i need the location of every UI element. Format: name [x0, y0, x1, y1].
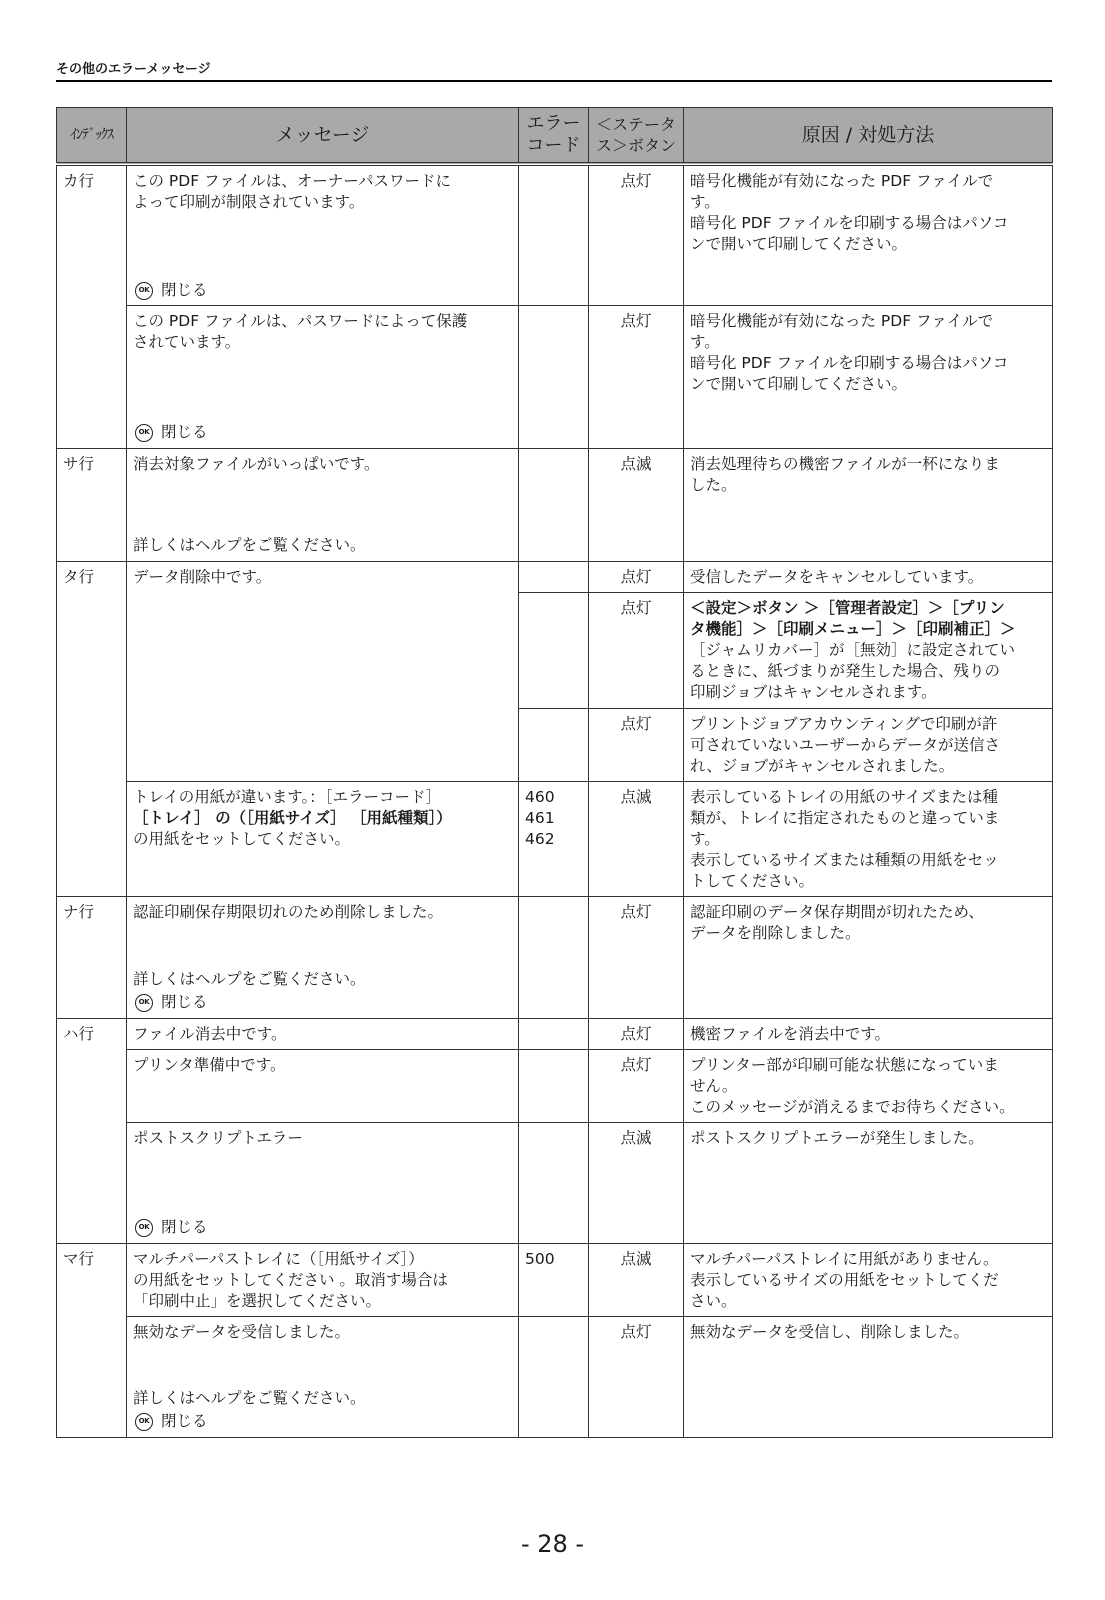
status-cell: 点滅 — [589, 782, 684, 897]
message-line: プリンタ準備中です。 — [133, 1056, 286, 1074]
cause-line: 表示しているトレイの用紙のサイズまたは種 — [690, 788, 998, 806]
close-label: 閉じる — [161, 281, 208, 299]
code-cell — [519, 562, 589, 593]
message-cell — [127, 1244, 519, 1317]
table-row — [57, 562, 1053, 593]
index-cell: タ行 — [57, 562, 127, 897]
header-index: ｲﾝﾃﾞｯｸｽ — [57, 108, 127, 165]
table-header-row — [57, 108, 1053, 165]
code-cell — [519, 449, 589, 562]
header-error-code — [519, 108, 589, 165]
cause-line: ンで開いて印刷してください。 — [690, 375, 908, 393]
status-cell: 点灯 — [589, 1050, 684, 1123]
cause-line: 受信したデータをキャンセルしています。 — [690, 568, 984, 586]
cause-line: ンで開いて印刷してください。 — [690, 235, 908, 253]
message-cell — [127, 306, 519, 449]
status-cell: 点滅 — [589, 449, 684, 562]
cause-line: 無効なデータを受信し、削除しました。 — [690, 1323, 970, 1341]
status-cell: 点灯 — [589, 1019, 684, 1050]
table-row — [57, 782, 1053, 897]
message-line: ポストスクリプトエラー — [133, 1129, 303, 1147]
message-line: されています。 — [133, 333, 241, 351]
cause-line: せん。 — [690, 1077, 738, 1095]
close-action — [133, 280, 512, 301]
cause-line: した。 — [690, 476, 737, 494]
table-row — [57, 449, 1053, 562]
message-line: よって印刷が制限されています。 — [133, 193, 365, 211]
message-cell — [127, 562, 519, 782]
close-action — [133, 1411, 512, 1432]
cause-cell — [684, 449, 1053, 562]
code-cell — [519, 1244, 589, 1317]
cause-line: す。 — [690, 333, 720, 351]
cause-line: 類が、トレイに指定されたものと違っていま — [690, 809, 1000, 827]
close-action — [133, 422, 512, 443]
ok-icon: OK — [135, 282, 153, 300]
message-line: 認証印刷保存期限切れのため削除しました。 — [133, 903, 444, 921]
status-cell: 点灯 — [589, 897, 684, 1019]
cause-cell — [684, 306, 1053, 449]
message-line: トレイの用紙が違います。：［エラーコード］ — [133, 788, 441, 806]
message-line: の用紙をセットしてください 。取消す場合は — [133, 1271, 448, 1289]
error-message-table — [56, 107, 1053, 1438]
message-line: 消去対象ファイルがいっぱいです。 — [133, 455, 380, 473]
cause-line: す。 — [690, 193, 720, 211]
status-cell: 点灯 — [589, 709, 684, 782]
table-row — [57, 1317, 1053, 1438]
message-line: ファイル消去中です。 — [133, 1025, 287, 1043]
close-label: 閉じる — [161, 1218, 208, 1236]
code-cell — [519, 1123, 589, 1244]
cause-line: 認証印刷のデータ保存期間が切れたため、 — [690, 903, 984, 921]
header-status-line: ＜ステータ — [596, 115, 676, 134]
cause-cell — [684, 782, 1053, 897]
help-note: 詳しくはヘルプをご覧ください。 — [133, 536, 366, 554]
header-error-code-line: エラー — [526, 113, 581, 134]
table-row — [57, 1050, 1053, 1123]
running-head: その他のエラーメッセージ — [56, 62, 211, 77]
message-cell — [127, 164, 519, 306]
cause-cell — [684, 1050, 1053, 1123]
message-cell — [127, 1317, 519, 1438]
header-status-button — [589, 108, 684, 165]
close-action — [133, 1217, 512, 1238]
table-row — [57, 897, 1053, 1019]
index-cell: カ行 — [57, 164, 127, 449]
cause-line: れ、ジョブがキャンセルされました。 — [690, 757, 955, 775]
index-cell: ナ行 — [57, 897, 127, 1019]
message-cell — [127, 1019, 519, 1050]
header-cause: 原因 / 対処方法 — [684, 108, 1053, 165]
cause-cell — [684, 1317, 1053, 1438]
cause-line: す。 — [690, 830, 720, 848]
cause-cell — [684, 593, 1053, 709]
cause-line: ポストスクリプトエラーが発生しました。 — [690, 1129, 984, 1147]
cause-line: 機密ファイルを消去中です。 — [690, 1025, 890, 1043]
code-cell — [519, 164, 589, 306]
error-code: 461 — [525, 809, 555, 827]
error-code: 462 — [525, 830, 555, 848]
cause-line: 消去処理待ちの機密ファイルが一杯になりま — [690, 455, 1000, 473]
close-label: 閉じる — [161, 423, 208, 441]
index-cell: ハ行 — [57, 1019, 127, 1244]
status-cell: 点灯 — [589, 164, 684, 306]
cause-line: ［ジャムリカバー］が［無効］に設定されてい — [690, 641, 1016, 659]
cause-cell — [684, 897, 1053, 1019]
header-status-line: ス＞ボタン — [595, 136, 676, 155]
status-cell: 点灯 — [589, 306, 684, 449]
status-cell: 点灯 — [589, 593, 684, 709]
cause-line: マルチパーパストレイに用紙がありません。 — [690, 1250, 999, 1268]
code-cell — [519, 306, 589, 449]
code-cell — [519, 709, 589, 782]
cause-cell — [684, 1123, 1053, 1244]
message-cell — [127, 897, 519, 1019]
cause-line: るときに、紙づまりが発生した場合、残りの — [690, 662, 1001, 680]
code-cell — [519, 593, 589, 709]
help-note: 詳しくはヘルプをご覧ください。 — [133, 1389, 366, 1407]
cause-cell — [684, 1244, 1053, 1317]
cause-line: 暗号化機能が有効になった PDF ファイルで — [690, 172, 994, 190]
cause-line: トしてください。 — [690, 872, 815, 890]
status-cell: 点灯 — [589, 1317, 684, 1438]
message-line: マルチパーパストレイに（［用紙サイズ］） — [133, 1250, 424, 1268]
cause-line: 暗号化 PDF ファイルを印刷する場合はパソコ — [690, 214, 1009, 232]
ok-icon: OK — [135, 1413, 153, 1431]
code-cell — [519, 1050, 589, 1123]
message-line: この PDF ファイルは、パスワードによって保護 — [133, 312, 468, 330]
cause-cell — [684, 709, 1053, 782]
header-rule — [56, 80, 1052, 82]
table-row — [57, 164, 1053, 306]
index-cell: サ行 — [57, 449, 127, 562]
message-line: 無効なデータを受信しました。 — [133, 1323, 351, 1341]
cause-cell — [684, 562, 1053, 593]
cause-line: プリンター部が印刷可能な状態になっていま — [690, 1056, 999, 1074]
cause-line: さい。 — [690, 1292, 737, 1310]
cause-line: このメッセージが消えるまでお待ちください。 — [690, 1098, 1015, 1116]
error-code: 500 — [525, 1250, 555, 1268]
message-cell — [127, 1123, 519, 1244]
close-label: 閉じる — [161, 993, 208, 1011]
error-code: 460 — [525, 788, 555, 806]
code-cell — [519, 897, 589, 1019]
header-error-code-line: コード — [526, 135, 581, 156]
table-row — [57, 1123, 1053, 1244]
cause-line: データを削除しました。 — [690, 924, 861, 942]
cause-line: 暗号化機能が有効になった PDF ファイルで — [690, 312, 994, 330]
status-cell: 点滅 — [589, 1244, 684, 1317]
table-row — [57, 306, 1053, 449]
cause-line: 暗号化 PDF ファイルを印刷する場合はパソコ — [690, 354, 1009, 372]
message-cell — [127, 782, 519, 897]
cause-line: ＜設定＞ボタン ＞［管理者設定］＞［プリン — [690, 599, 1005, 617]
message-cell — [127, 1050, 519, 1123]
message-line: データ削除中です。 — [133, 568, 272, 586]
cause-cell — [684, 164, 1053, 306]
ok-icon: OK — [135, 424, 153, 442]
close-label: 閉じる — [161, 1412, 208, 1430]
cause-line: 可されていないユーザーからデータが送信さ — [690, 736, 1001, 754]
cause-cell — [684, 1019, 1053, 1050]
table-row — [57, 1244, 1053, 1317]
close-action — [133, 992, 512, 1013]
message-line: の用紙をセットしてください。 — [133, 830, 351, 848]
page-number: - 28 - — [520, 1530, 585, 1558]
cause-line: 表示しているサイズの用紙をセットしてくだ — [690, 1271, 999, 1289]
message-line: ［トレイ］ の（［用紙サイズ］ ［用紙種類］） — [133, 809, 452, 827]
status-cell: 点灯 — [589, 562, 684, 593]
cause-line: 印刷ジョブはキャンセルされます。 — [690, 683, 937, 701]
message-line: この PDF ファイルは、オーナーパスワードに — [133, 172, 451, 190]
message-cell — [127, 449, 519, 562]
index-cell: マ行 — [57, 1244, 127, 1438]
ok-icon: OK — [135, 994, 153, 1012]
message-line: 「印刷中止」を選択してください。 — [133, 1292, 382, 1310]
table-row — [57, 1019, 1053, 1050]
cause-line: プリントジョブアカウンティングで印刷が許 — [690, 715, 998, 733]
header-message: メッセージ — [127, 108, 519, 165]
ok-icon: OK — [135, 1219, 153, 1237]
cause-line: タ機能］＞［印刷メニュー］＞［印刷補正］＞ — [690, 620, 1016, 638]
status-cell: 点滅 — [589, 1123, 684, 1244]
help-note: 詳しくはヘルプをご覧ください。 — [133, 970, 366, 988]
code-cell — [519, 782, 589, 897]
code-cell — [519, 1317, 589, 1438]
cause-line: 表示しているサイズまたは種類の用紙をセッ — [690, 851, 999, 869]
code-cell — [519, 1019, 589, 1050]
